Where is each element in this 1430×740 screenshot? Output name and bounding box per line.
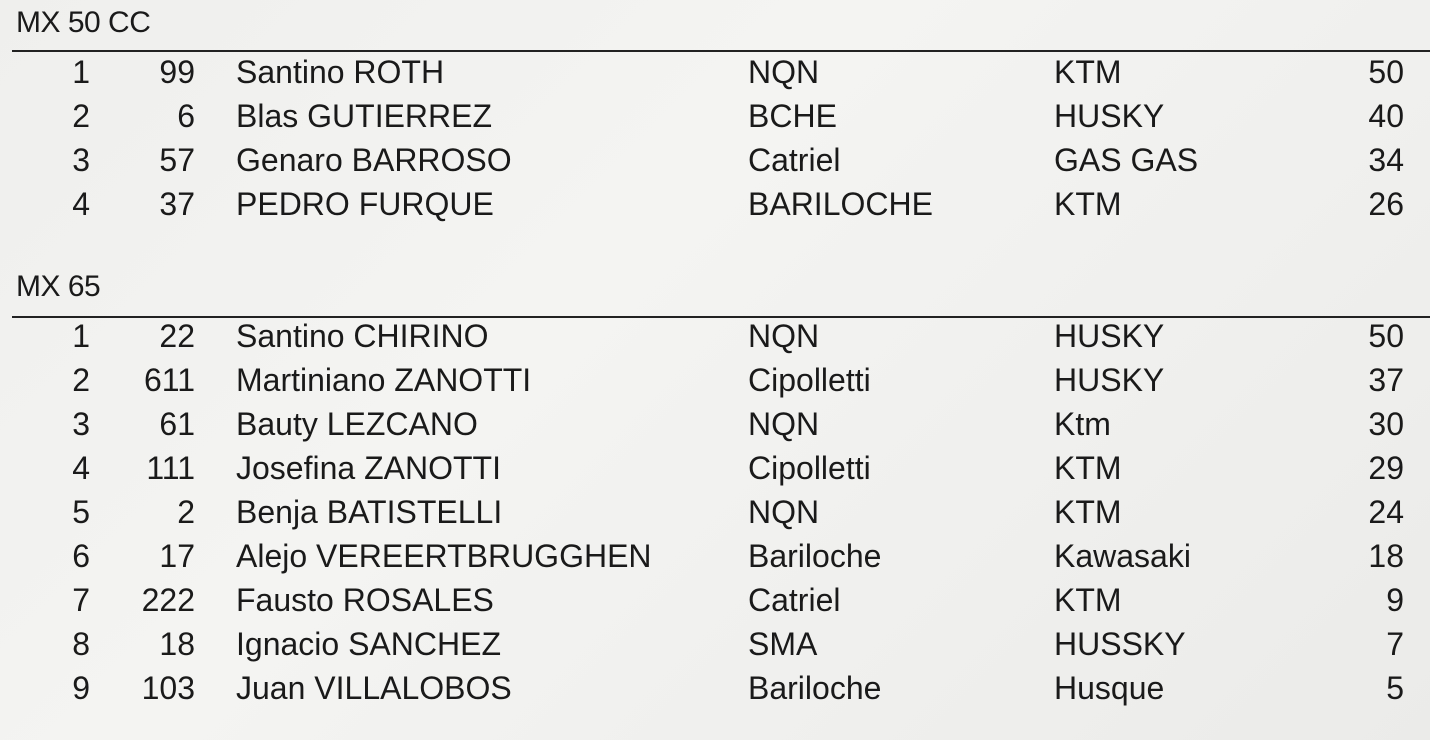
race-number-cell: 111: [146, 450, 195, 486]
city-cell: NQN: [748, 406, 820, 442]
city-cell: BARILOCHE: [748, 186, 933, 222]
position-cell: 2: [72, 98, 90, 134]
table-row: [0, 666, 1430, 710]
brand-cell: Ktm: [1054, 406, 1111, 442]
section-title: MX 65: [16, 270, 101, 303]
section-title: MX 50 CC: [16, 6, 151, 39]
rider-name-cell: Ignacio SANCHEZ: [236, 626, 501, 662]
race-number-cell: 2: [177, 494, 195, 530]
brand-cell: HUSSKY: [1054, 626, 1186, 662]
rider-name-cell: Juan VILLALOBOS: [236, 670, 512, 706]
brand-cell: Kawasaki: [1054, 538, 1191, 574]
race-number-cell: 17: [159, 538, 195, 574]
city-cell: SMA: [748, 626, 818, 662]
position-cell: 7: [72, 582, 90, 618]
points-cell: 50: [1368, 318, 1404, 354]
city-cell: Bariloche: [748, 538, 882, 574]
city-cell: Catriel: [748, 582, 841, 618]
points-cell: 37: [1368, 362, 1404, 398]
brand-cell: HUSKY: [1054, 98, 1165, 134]
table-row: [0, 138, 1430, 182]
table-row: [0, 446, 1430, 490]
position-cell: 1: [72, 54, 90, 90]
position-cell: 2: [72, 362, 90, 398]
brand-cell: GAS GAS: [1054, 142, 1199, 178]
rider-name-cell: Martiniano ZANOTTI: [236, 362, 532, 398]
rider-name-cell: Fausto ROSALES: [236, 582, 494, 618]
city-cell: NQN: [748, 494, 820, 530]
position-cell: 4: [72, 450, 90, 486]
table-row: [0, 358, 1430, 402]
table-row: [0, 622, 1430, 666]
rider-name-cell: Josefina ZANOTTI: [236, 450, 501, 486]
city-cell: Catriel: [748, 142, 841, 178]
rider-name-cell: Genaro BARROSO: [236, 142, 512, 178]
table-row: [0, 534, 1430, 578]
brand-cell: Husque: [1054, 670, 1165, 706]
points-cell: 26: [1368, 186, 1404, 222]
brand-cell: HUSKY: [1054, 318, 1165, 354]
position-cell: 5: [72, 494, 90, 530]
race-number-cell: 22: [159, 318, 195, 354]
brand-cell: HUSKY: [1054, 362, 1165, 398]
rider-name-cell: Bauty LEZCANO: [236, 406, 478, 442]
points-cell: 18: [1368, 538, 1404, 574]
position-cell: 4: [72, 186, 90, 222]
position-cell: 8: [72, 626, 90, 662]
race-number-cell: 57: [159, 142, 195, 178]
rider-name-cell: PEDRO FURQUE: [236, 186, 494, 222]
brand-cell: KTM: [1054, 186, 1122, 222]
position-cell: 9: [72, 670, 90, 706]
table-row: [0, 182, 1430, 226]
brand-cell: KTM: [1054, 494, 1122, 530]
city-cell: BCHE: [748, 98, 837, 134]
points-cell: 40: [1368, 98, 1404, 134]
rider-name-cell: Blas GUTIERREZ: [236, 98, 493, 134]
position-cell: 3: [72, 406, 90, 442]
race-number-cell: 18: [159, 626, 195, 662]
points-cell: 5: [1386, 670, 1404, 706]
city-cell: Cipolletti: [748, 362, 871, 398]
race-number-cell: 6: [177, 98, 195, 134]
points-cell: 30: [1368, 406, 1404, 442]
brand-cell: KTM: [1054, 450, 1122, 486]
city-cell: NQN: [748, 318, 820, 354]
city-cell: Cipolletti: [748, 450, 871, 486]
points-cell: 7: [1386, 626, 1404, 662]
position-cell: 1: [72, 318, 90, 354]
rider-name-cell: Alejo VEREERTBRUGGHEN: [236, 538, 652, 574]
brand-cell: KTM: [1054, 54, 1122, 90]
position-cell: 3: [72, 142, 90, 178]
position-cell: 6: [72, 538, 90, 574]
table-row: [0, 578, 1430, 622]
points-cell: 50: [1368, 54, 1404, 90]
points-cell: 9: [1386, 582, 1404, 618]
race-number-cell: 222: [141, 582, 195, 618]
table-row: [0, 94, 1430, 138]
race-number-cell: 611: [143, 362, 195, 398]
points-cell: 24: [1368, 494, 1404, 530]
table-row: [0, 314, 1430, 358]
table-row: [0, 50, 1430, 94]
race-number-cell: 61: [159, 406, 195, 442]
table-row: [0, 402, 1430, 446]
rider-name-cell: Santino ROTH: [236, 54, 445, 90]
race-number-cell: 103: [141, 670, 195, 706]
points-cell: 29: [1368, 450, 1404, 486]
table-row: [0, 490, 1430, 534]
race-number-cell: 99: [159, 54, 195, 90]
race-number-cell: 37: [159, 186, 195, 222]
rider-name-cell: Benja BATISTELLI: [236, 494, 503, 530]
points-cell: 34: [1368, 142, 1404, 178]
city-cell: NQN: [748, 54, 820, 90]
brand-cell: KTM: [1054, 582, 1122, 618]
rider-name-cell: Santino CHIRINO: [236, 318, 489, 354]
city-cell: Bariloche: [748, 670, 882, 706]
